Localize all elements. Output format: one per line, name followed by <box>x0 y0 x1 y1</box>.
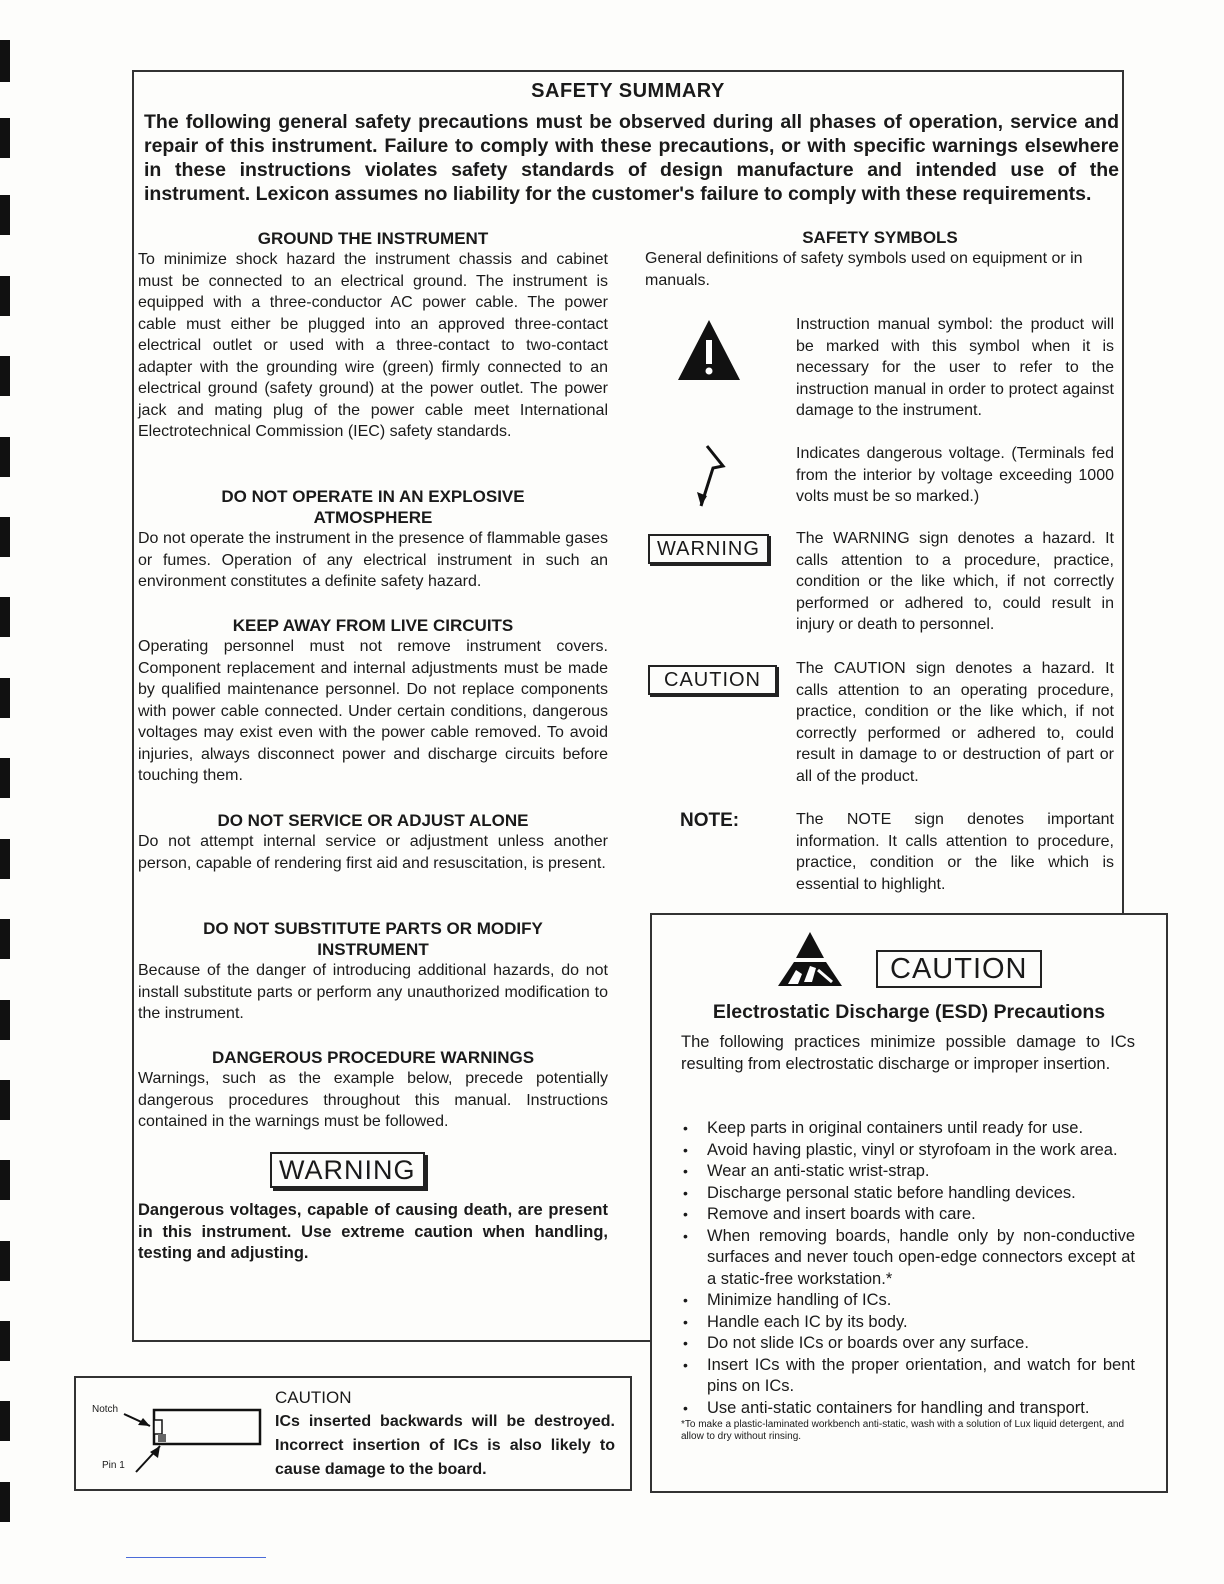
section-heading: KEEP AWAY FROM LIVE CIRCUITS <box>232 616 514 635</box>
binding-mark <box>0 839 10 879</box>
lightning-icon <box>693 442 733 510</box>
ic-caution-heading: CAUTION <box>275 1388 352 1407</box>
esd-footnote: *To make a plastic-laminated workbench anti-static, wash with a solution of Lux liquid detergent, and allow to dry without rinsing. <box>681 1419 1125 1442</box>
list-item: • Keep parts in original containers until ready for use. <box>681 1118 1135 1140</box>
symbol-item <box>796 443 1114 508</box>
section-service-alone <box>138 810 608 874</box>
symbol-item <box>796 528 1114 636</box>
esd-list-wrap <box>681 1118 1135 1443</box>
section-body: Operating personnel must not remove instrument covers. Component replacement and internal adjustments must be made by qualified maintenance personnel. Do not replace components with power cable connected. Under certain conditions, dangerous voltages may exist even with the power cable removed. To avoid injuries, always disconnect power and discharge circuits before touching them. <box>138 638 608 784</box>
binding-mark <box>0 356 10 396</box>
section-heading: DO NOT SERVICE OR ADJUST ALONE <box>217 811 529 830</box>
list-item: • Use anti-static containers for handling and transport. <box>681 1398 1135 1420</box>
binding-mark <box>0 678 10 718</box>
list-item: • Insert ICs with the proper orientation, and watch for bent pins on ICs. <box>681 1355 1135 1398</box>
symbol-description: The NOTE sign denotes important information. It calls attention to procedure, practice, condition or the like which is essential to highlight. <box>796 811 1114 893</box>
warning-text: Dangerous voltages, capable of causing death, are present in this instrument. Use extreme caution when handling, testing and adjusting. <box>138 1201 608 1262</box>
binding-mark <box>0 1000 10 1040</box>
section-body: Because of the danger of introducing additional hazards, do not install substitute parts or perform any unauthorized modification to the instrument. <box>138 962 608 1022</box>
section-explosive <box>138 486 608 593</box>
esd-caution-label: CAUTION <box>876 950 1042 988</box>
section-body: Do not operate the instrument in the presence of flammable gases or fumes. Operation of any electrical instrument in such an environment constitutes a definite safety hazard. <box>138 530 608 590</box>
warning-label-box <box>270 1152 425 1188</box>
binding-mark <box>0 1080 10 1120</box>
binding-mark <box>0 758 10 798</box>
caution-sign-label: CAUTION <box>648 665 777 695</box>
esd-list <box>681 1118 1135 1419</box>
symbol-item <box>796 809 1114 895</box>
binding-mark <box>0 1160 10 1200</box>
list-item: • Minimize handling of ICs. <box>681 1290 1135 1312</box>
esd-hand-icon <box>774 930 846 988</box>
intro-paragraph: The following general safety precautions must be observed during all phases of operation, service and repair of this instrument. Failure to comply with these precautions, or with specific warnings elsewhere in these instructions violates safety standards of design manufacture and intended use of the instrument. Lexicon assumes no liability for the customer's failure to comply with these requirements. <box>144 111 1119 205</box>
section-live-circuits <box>138 615 608 787</box>
section-heading: GROUND THE INSTRUMENT <box>257 229 489 248</box>
list-item: • When removing boards, handle only by non-conductive surfaces and never touch open-edge connectors except at a static-free workstation.* <box>681 1226 1135 1291</box>
ic-diagram <box>88 1396 268 1480</box>
caution-sign <box>648 665 777 695</box>
notch-label: Notch <box>92 1404 119 1415</box>
binding-mark <box>0 437 10 477</box>
binding-mark <box>0 195 10 235</box>
section-body: To minimize shock hazard the instrument chassis and cabinet must be connected to an electrical ground. The instrument is equipped with a three-conductor AC power cable. The power cable must either be plugged into an approved three-contact electrical outlet or used with a three-contact to two-contact adapter with the grounding wire (green) firmly connected to an electrical ground (safety ground) at the power outlet. The power jack and mating plug of the power cable meet International Electrotechnical Commission (IEC) safety standards. <box>138 251 608 440</box>
esd-intro: The following practices minimize possible damage to ICs resulting from electrostatic discharge or improper insertion. <box>681 1033 1135 1073</box>
section-dangerous-procedures <box>138 1047 608 1133</box>
warning-sign-label: WARNING <box>648 534 769 564</box>
note-sign <box>680 810 739 832</box>
section-heading: SAFETY SYMBOLS <box>802 228 958 247</box>
pin1-label: Pin 1 <box>102 1460 125 1471</box>
ic-caution-text <box>275 1386 615 1482</box>
list-item: • Avoid having plastic, vinyl or styrofoam in the work area. <box>681 1140 1135 1162</box>
list-item: • Wear an anti-static wrist-strap. <box>681 1161 1135 1183</box>
symbols-intro: General definitions of safety symbols used on equipment or in manuals. <box>645 250 1083 289</box>
binding-mark <box>0 1241 10 1281</box>
esd-title: Electrostatic Discharge (ESD) Precautions <box>712 1001 1106 1023</box>
esd-caution-sign <box>876 950 1042 988</box>
binding-mark <box>0 1321 10 1361</box>
list-item: • Do not slide ICs or boards over any surface. <box>681 1333 1135 1355</box>
ic-caution-body: ICs inserted backwards will be destroyed. Incorrect insertion of ICs is also likely to cause damage to the board. <box>275 1413 615 1478</box>
binding-mark <box>0 276 10 316</box>
symbol-description: The WARNING sign denotes a hazard. It calls attention to a procedure, practice, condition or the like which, if not correctly performed or adhered to, could result in injury or death to personnel. <box>796 530 1114 633</box>
warning-example <box>138 1200 608 1265</box>
binding-mark <box>0 597 10 637</box>
page-title: SAFETY SUMMARY <box>531 80 725 102</box>
list-item: • Discharge personal static before handling devices. <box>681 1183 1135 1205</box>
symbol-description: Instruction manual symbol: the product will be marked with this symbol when it is necessary for the user to refer to the instruction manual in order to protect against damage to the instrument. <box>796 316 1114 419</box>
footer-rule <box>126 1557 266 1558</box>
binding-mark <box>0 1401 10 1441</box>
section-body: Do not attempt internal service or adjustment unless another person, capable of rendering first aid and resuscitation, is present. <box>138 833 608 872</box>
note-sign-label: NOTE: <box>680 810 740 831</box>
section-ground <box>138 228 608 443</box>
warning-sign <box>648 534 769 564</box>
esd-intro-wrap <box>681 1032 1135 1075</box>
manual-symbol-icon <box>676 318 742 382</box>
safety-symbols-section <box>645 227 1115 291</box>
symbol-description: The CAUTION sign denotes a hazard. It calls attention to an operating procedure, practice, condition or the like which, if not correctly performed or adhered to, could result in damage to or destruction of part or all of the product. <box>796 660 1114 785</box>
binding-mark <box>0 40 10 82</box>
list-item: • Remove and insert boards with care. <box>681 1204 1135 1226</box>
warning-label: WARNING <box>270 1152 425 1188</box>
ic-chip-drawing <box>88 1396 268 1480</box>
binding-mark <box>0 919 10 959</box>
list-item: • Handle each IC by its body. <box>681 1312 1135 1334</box>
binding-mark <box>0 118 10 158</box>
section-heading: DO NOT OPERATE IN AN EXPLOSIVE ATMOSPHERE <box>221 487 525 527</box>
section-body: Warnings, such as the example below, precede potentially dangerous procedures throughout this manual. Instructions contained in the warnings must be followed. <box>138 1070 608 1130</box>
symbol-item <box>796 658 1114 787</box>
section-heading: DO NOT SUBSTITUTE PARTS OR MODIFY INSTRUMENT <box>203 919 543 959</box>
section-heading: DANGEROUS PROCEDURE WARNINGS <box>211 1048 535 1067</box>
section-substitute-parts <box>138 918 608 1025</box>
symbol-item <box>796 314 1114 422</box>
binding-mark <box>0 517 10 557</box>
symbol-description: Indicates dangerous voltage. (Terminals fed from the interior by voltage exceeding 1000 volts must be so marked.) <box>796 445 1114 505</box>
binding-mark <box>0 1482 10 1522</box>
